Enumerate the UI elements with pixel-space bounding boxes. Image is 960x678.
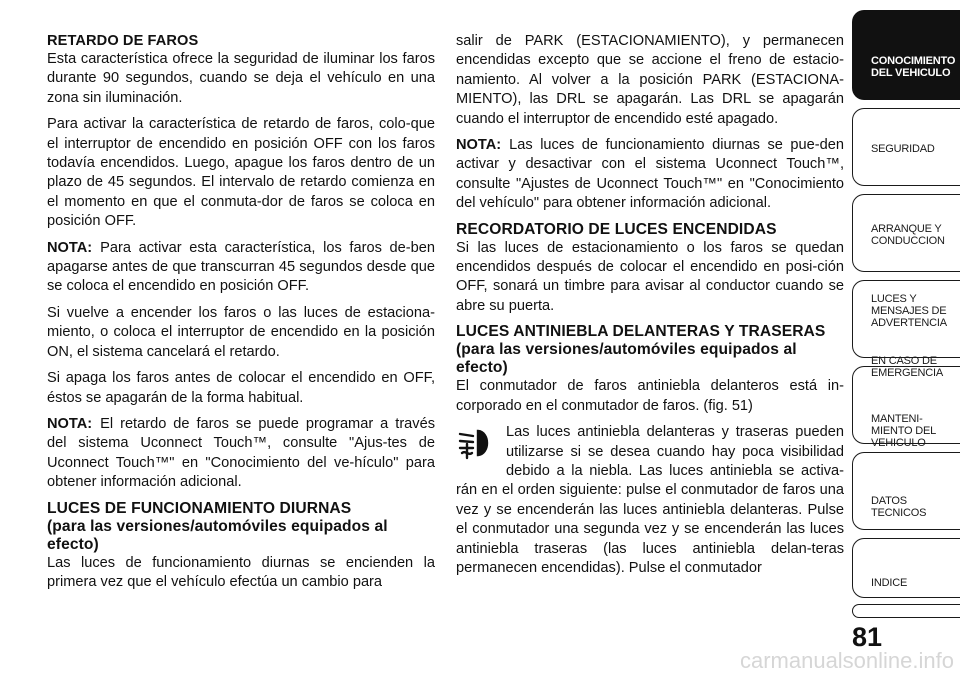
section-heading-retardo-de-faros: RETARDO DE FAROS xyxy=(47,33,199,49)
note-paragraph xyxy=(47,415,435,493)
chapter-tabs xyxy=(852,0,960,678)
section-subheading: (para las versiones/automóviles equipados al efecto) xyxy=(47,517,388,553)
note-text: Las luces de funcionamiento diurnas se pue-den activar y desactivar con el sistema Uconnect Touch™, consulte "Ajustes de Uconnect Touch™" en "Conocimiento del vehículo" para obtener información adicional. xyxy=(456,137,844,212)
tab-conocimiento-del-vehiculo[interactable] xyxy=(852,10,960,100)
right-column xyxy=(456,32,844,578)
note-text: El retardo de faros se puede programar a través del sistema Uconnect Touch™, consulte "Ajus-tes de Uconnect Touch™" en "Conocimiento del ve-hículo" para obtener información adicional. xyxy=(47,415,435,491)
paragraph: Para activar la característica de retardo de faros, colo-que el interruptor de encendido en posición OFF con los faros todavía encendidos. Luego, apague los faros dentro de un plazo de 45 segundos. El intervalo de retardo comienza en el momento en que el conmuta-dor de faros se coloca en posición OFF. xyxy=(47,116,435,230)
tab-datos-tecnicos[interactable] xyxy=(852,495,960,598)
paragraph: Si las luces de estacionamiento o los faros se quedan encendidos después de colocar el encendido en posi-ción OFF, sonará un timbre para avisar al conductor cuando se abre su puerta. xyxy=(456,239,844,314)
paragraph: El conmutador de faros antiniebla delanteros está in-corporado en el conmutador de faros. (fig. 51) xyxy=(456,378,844,414)
tab-arranque-y-conduccion[interactable] xyxy=(852,194,960,272)
tab-label: EN CASO DE EMERGENCIA xyxy=(871,355,943,379)
page-number: 81 xyxy=(852,622,883,652)
section-heading-recordatorio-luces: RECORDATORIO DE LUCES ENCENDIDAS xyxy=(456,220,777,238)
tab-label: MANTENI- MIENTO DEL VEHICULO xyxy=(871,413,937,449)
section-heading-luces-diurnas: LUCES DE FUNCIONAMIENTO DIURNAS xyxy=(47,499,352,517)
section-subheading: (para las versiones/automóviles equipados al efecto) xyxy=(456,341,797,377)
paragraph-text: Las luces antiniebla delanteras y traseras pueden utilizarse si se desea cuando hay poca visibilidad debido a la niebla. Las luces antiniebla se activa-rán en el orden siguiente: pulse el conmutador de faros una vez y se encenderán las luces antiniebla delanteras. Pulse el conmutador una segunda vez y se encenderán las luces antiniebla traseras (las luces antiniebla delan-teras permanecen encendidas). Pulse el conmutador xyxy=(456,424,844,576)
note-text: Para activar esta característica, los faros de-ben apagarse antes de que transcurran 45 segundos desde que se coloca el encendido en posición OFF. xyxy=(47,239,435,295)
tab-label: SEGURIDAD xyxy=(871,143,935,155)
paragraph: Esta característica ofrece la seguridad de iluminar los faros durante 90 segundos, cuando se deja el vehículo en una zona sin iluminación. xyxy=(47,51,435,106)
tab-label: DATOS TECNICOS xyxy=(871,495,927,519)
tab-label: ARRANQUE Y CONDUCCION xyxy=(871,223,945,247)
paragraph: salir de PARK (ESTACIONAMIENTO), y permanecen encendidas excepto que se accione el freno de estacio-namiento. Al volver a la posición PARK (ESTACIONA-MIENTO), las DRL se apagarán. Las DRL se apagarán cuando el interruptor de encendido esté apagado. xyxy=(456,33,844,127)
tab-label: INDICE xyxy=(871,577,908,589)
note-label: NOTA: xyxy=(47,239,93,256)
tab-indice[interactable] xyxy=(852,577,960,618)
tab-seguridad[interactable] xyxy=(852,108,960,186)
note-label: NOTA: xyxy=(47,415,93,432)
tab-label: CONOCIMIENTO DEL VEHICULO xyxy=(871,55,956,79)
watermark: carmanualsonline.info xyxy=(739,648,954,673)
front-fog-light-icon xyxy=(456,424,496,462)
left-column xyxy=(47,32,435,592)
paragraph: Si apaga los faros antes de colocar el encendido en OFF, éstos se apagarán de la forma habitual. xyxy=(47,370,435,406)
tab-label: LUCES Y MENSAJES DE ADVERTENCIA xyxy=(871,293,947,329)
note-paragraph xyxy=(456,136,844,214)
note-label: NOTA: xyxy=(456,137,502,154)
section-heading-luces-antiniebla: LUCES ANTINIEBLA DELANTERAS Y TRASERAS xyxy=(456,323,826,341)
paragraph: Las luces de funcionamiento diurnas se encienden la primera vez que el vehículo efectúa un cambio para xyxy=(47,554,435,590)
note-paragraph xyxy=(47,239,435,297)
tab-luces-y-mensajes[interactable] xyxy=(852,280,960,358)
paragraph-with-icon xyxy=(456,423,844,578)
paragraph: Si vuelve a encender los faros o las luces de estaciona-miento, o coloca el interruptor de encendido en la posición ON, el sistema cancelará el retardo. xyxy=(47,304,435,360)
